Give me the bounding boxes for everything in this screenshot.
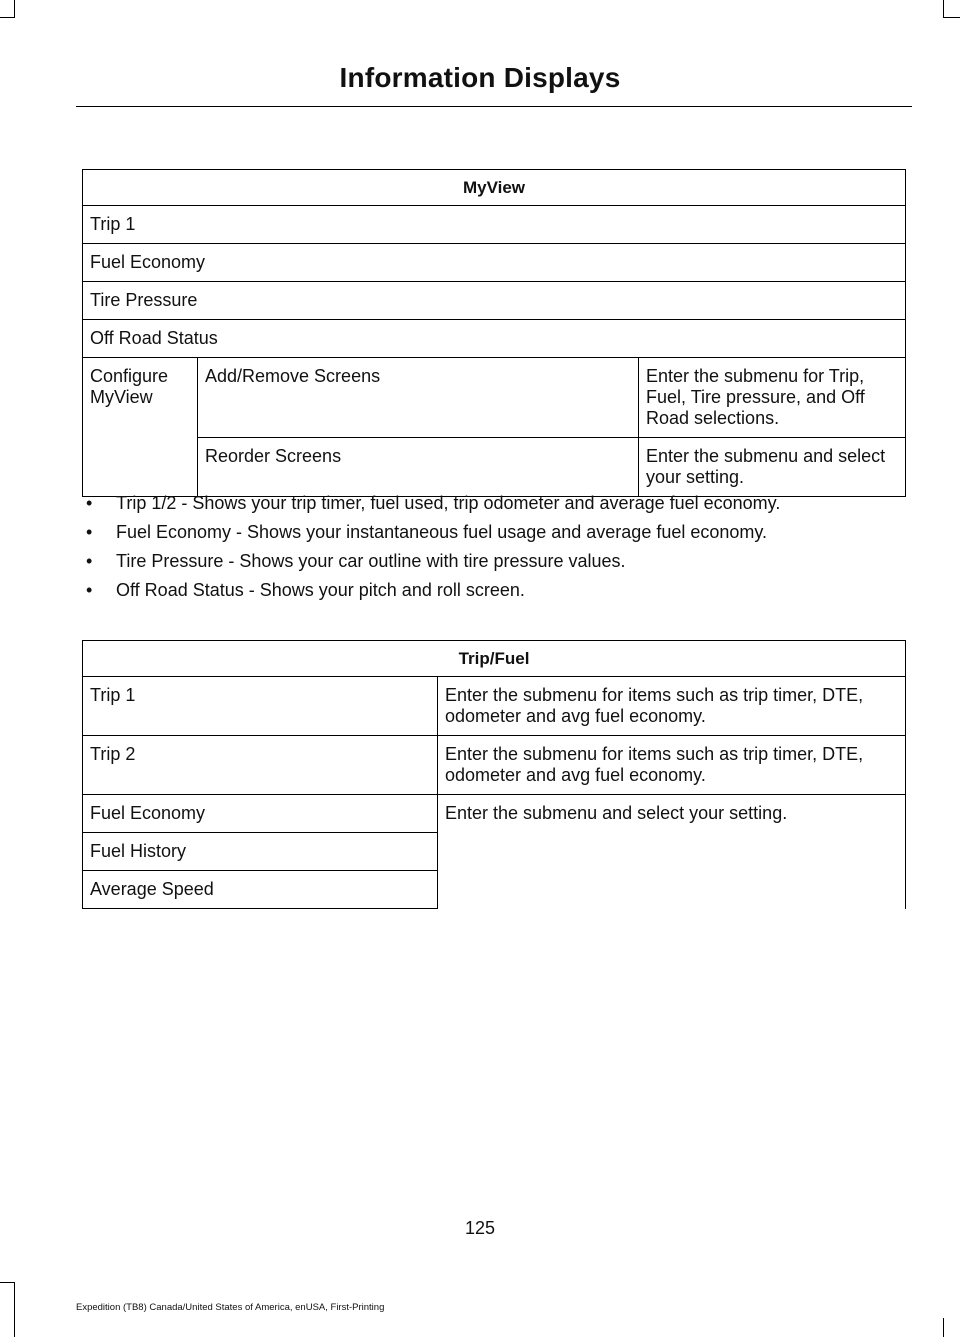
crop-mark-top-right-v — [943, 0, 944, 18]
list-item — [84, 492, 914, 514]
myview-row-tire-pressure: Tire Pressure — [83, 282, 906, 320]
page-number: 125 — [464, 1218, 496, 1238]
bullet-icon: • — [86, 580, 93, 600]
myview-table-title: MyView — [83, 170, 906, 206]
list-item-text: Tire Pressure - Shows your car outline with tire pressure values. — [116, 551, 626, 571]
crop-mark-top-right-h — [943, 17, 960, 18]
crop-mark-top-left-h — [0, 17, 15, 18]
list-item-text: Off Road Status - Shows your pitch and roll screen. — [116, 580, 525, 600]
add-remove-screens-description: Enter the submenu for Trip, Fuel, Tire pressure, and Off Road selections. — [639, 358, 906, 438]
crop-mark-top-left-v — [14, 0, 15, 18]
tripfuel-item-fuel-history: Fuel History — [83, 833, 438, 871]
tripfuel-desc-fuel-economy: Enter the submenu and select your setting. — [438, 795, 906, 909]
tripfuel-item-trip-2: Trip 2 — [83, 736, 438, 795]
page-title: Information Displays — [339, 62, 621, 93]
crop-mark-bottom-left-v — [14, 1282, 15, 1337]
add-remove-screens-label: Add/Remove Screens — [198, 358, 639, 438]
list-item — [84, 579, 914, 601]
list-item-text: Fuel Economy - Shows your instantaneous fuel usage and average fuel economy. — [116, 522, 768, 542]
tripfuel-item-fuel-economy: Fuel Economy — [83, 795, 438, 833]
header-divider — [76, 106, 912, 107]
myview-row-trip-1: Trip 1 — [83, 206, 906, 244]
list-item-text: Trip 1/2 - Shows your trip timer, fuel used, trip odometer and average fuel economy. — [116, 493, 781, 513]
tripfuel-table — [82, 640, 906, 909]
list-item — [84, 550, 914, 572]
myview-table — [82, 169, 906, 497]
bullet-icon: • — [86, 522, 93, 542]
tripfuel-desc-trip-2: Enter the submenu for items such as trip timer, DTE, odometer and avg fuel economy. — [438, 736, 906, 795]
crop-mark-bottom-right-v — [943, 1318, 944, 1337]
tripfuel-desc-trip-1: Enter the submenu for items such as trip timer, DTE, odometer and avg fuel economy. — [438, 677, 906, 736]
reorder-screens-description: Enter the submenu and select your setting. — [639, 438, 906, 497]
configure-myview-label: Configure MyView — [83, 358, 198, 497]
list-item — [84, 521, 914, 543]
tripfuel-item-trip-1: Trip 1 — [83, 677, 438, 736]
display-descriptions-list — [84, 492, 914, 608]
tripfuel-item-average-speed: Average Speed — [83, 871, 438, 909]
bullet-icon: • — [86, 551, 93, 571]
crop-mark-bottom-left-h — [0, 1282, 15, 1283]
reorder-screens-label: Reorder Screens — [198, 438, 639, 497]
myview-row-off-road-status: Off Road Status — [83, 320, 906, 358]
tripfuel-table-title: Trip/Fuel — [83, 641, 906, 677]
footer-edition-text: Expedition (TB8) Canada/United States of America, enUSA, First-Printing — [76, 1302, 385, 1313]
bullet-icon: • — [86, 493, 93, 513]
myview-row-fuel-economy: Fuel Economy — [83, 244, 906, 282]
